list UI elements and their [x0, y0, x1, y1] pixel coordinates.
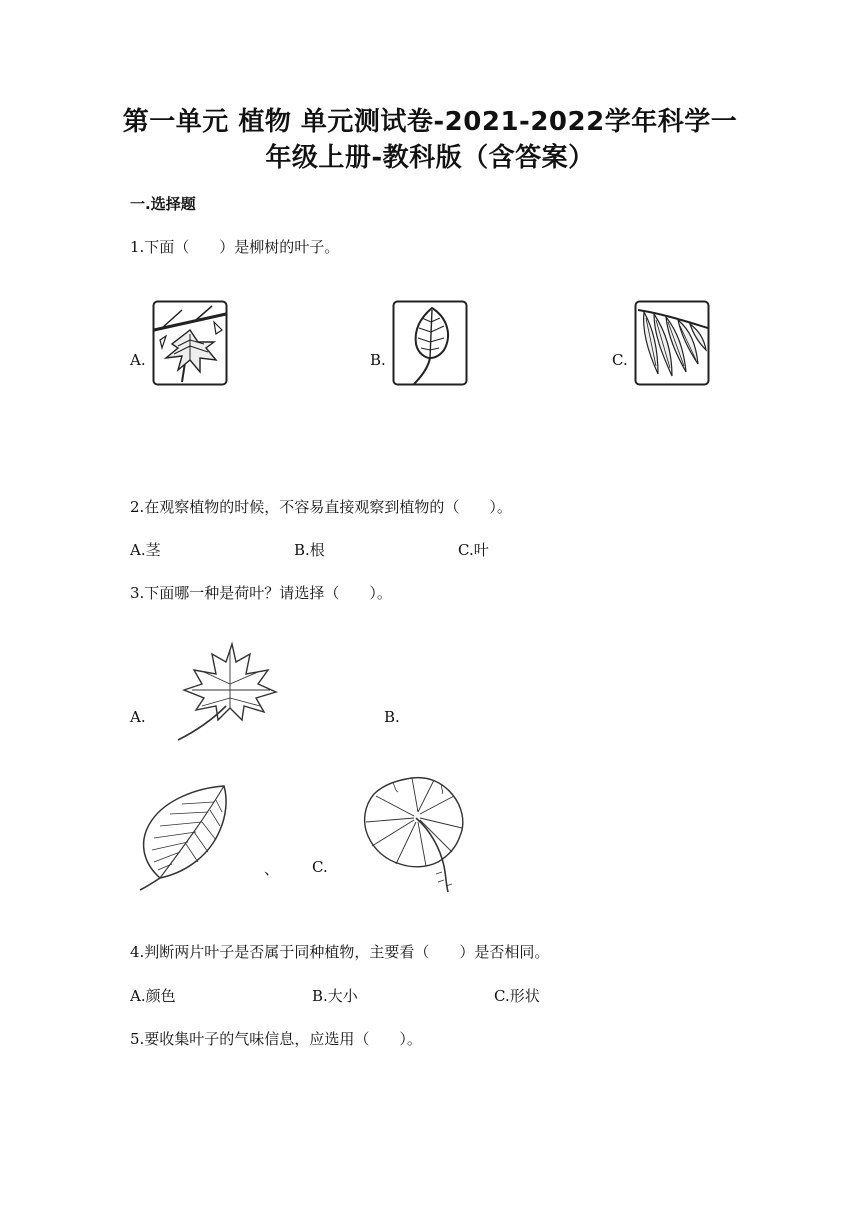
- question-3-text: 3.下面哪一种是荷叶？请选择（ ）。: [130, 584, 392, 602]
- q1-option-b-label: B.: [370, 351, 386, 369]
- q3-separator: 、: [264, 860, 280, 878]
- willow-leaves-icon: [634, 300, 710, 386]
- question-4-text: 4.判断两片叶子是否属于同种植物，主要看（ ）是否相同。: [130, 943, 550, 961]
- maple-leaf-icon: [172, 640, 284, 744]
- oval-leaf-icon: [136, 782, 232, 894]
- single-leaf-icon: [392, 300, 468, 386]
- q1-option-c-label: C.: [612, 351, 628, 369]
- document-title: [90, 104, 770, 176]
- question-2-text: 2.在观察植物的时候，不容易直接观察到植物的（ ）。: [130, 498, 512, 516]
- maple-leaf-branch-icon: [152, 300, 228, 386]
- section-heading: 一.选择题: [130, 195, 196, 213]
- q1-option-a-label: A.: [130, 351, 146, 369]
- q4-option-c: C.形状: [494, 987, 540, 1005]
- q2-option-b: B.根: [294, 541, 325, 559]
- q3-option-a-label: A.: [130, 708, 146, 726]
- title-line-2: 年级上册-教科版（含答案）: [265, 143, 595, 173]
- q4-option-b: B.大小: [312, 987, 358, 1005]
- q4-option-a: A.颜色: [130, 987, 176, 1005]
- question-5-text: 5.要收集叶子的气味信息，应选用（ ）。: [130, 1030, 422, 1048]
- q3-option-c-label: C.: [312, 858, 328, 876]
- question-1-text: 1.下面（ ）是柳树的叶子。: [130, 238, 340, 256]
- q3-option-b-label: B.: [384, 708, 400, 726]
- title-line-1: 第一单元 植物 单元测试卷-2021-2022学年科学一: [122, 107, 738, 137]
- q2-option-c: C.叶: [458, 541, 489, 559]
- q2-option-a: A.茎: [130, 541, 161, 559]
- lotus-leaf-icon: [356, 772, 472, 894]
